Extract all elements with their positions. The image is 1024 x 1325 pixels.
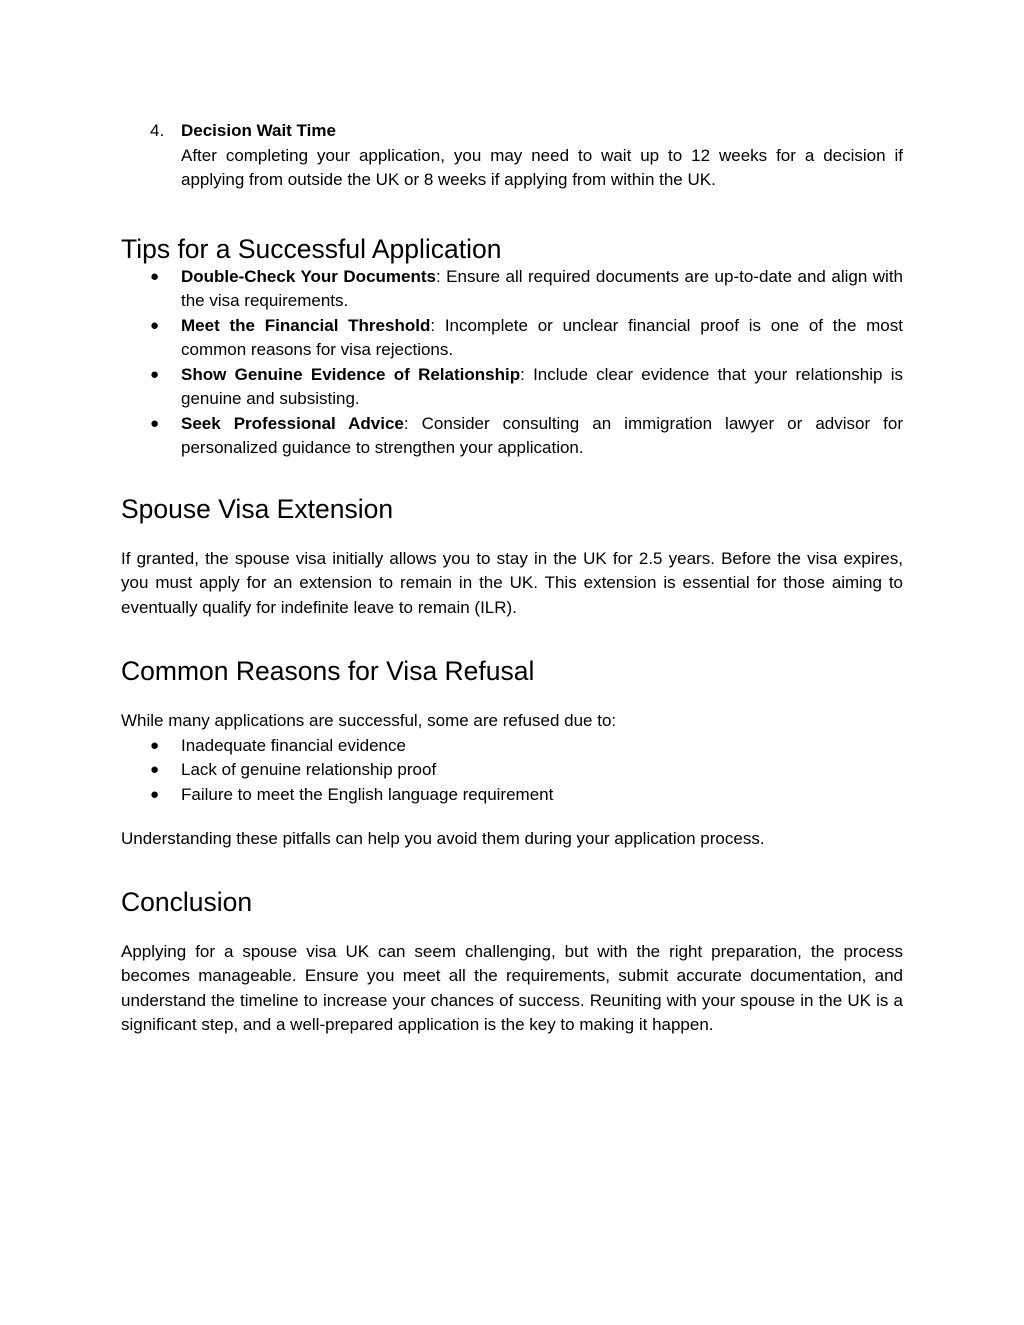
bullet-icon: ● <box>150 267 160 285</box>
tip-text: : Ensure all required documents are up-to-date and align with the visa requirements. <box>181 266 903 310</box>
tips-heading: Tips for a Successful Application <box>121 233 502 264</box>
conclusion-paragraph: Applying for a spouse visa UK can seem challenging, but with the right preparation, the process becomes manageable. Ensure you meet all the requirements, submit accurate documentation, and understand the timeline to increase your chances of success. Reuniting with your spouse in the UK is a significant step, and a well-prepared application is the key to making it happen. <box>121 941 903 1034</box>
tip-term: Meet the Financial Threshold <box>181 315 431 335</box>
refusal-intro: While many applications are successful, some are refused due to: <box>121 711 617 730</box>
list-item <box>121 783 903 808</box>
list-item <box>121 734 903 759</box>
tip-text: : Include clear evidence that your relationship is genuine and subsisting. <box>181 364 903 408</box>
conclusion-heading: Conclusion <box>121 886 253 917</box>
item-title: Decision Wait Time <box>181 121 336 140</box>
refusal-heading: Common Reasons for Visa Refusal <box>121 656 535 686</box>
tips-list <box>121 265 903 461</box>
tip-term: Seek Professional Advice <box>181 413 404 433</box>
item-text: After completing your application, you may need to wait up to 12 weeks for a decision if applying from outside the UK or 8 weeks if applying from within the UK. <box>181 145 903 189</box>
list-item <box>121 314 903 363</box>
extension-heading: Spouse Visa Extension <box>121 493 394 524</box>
tip-term: Double-Check Your Documents <box>181 266 436 286</box>
list-item <box>121 363 903 412</box>
list-item <box>121 412 903 461</box>
bullet-icon: ● <box>150 761 160 778</box>
numbered-item-decision-wait-time <box>121 119 903 193</box>
refusal-reason: Failure to meet the English language requirement <box>181 784 554 804</box>
bullet-icon: ● <box>150 316 160 334</box>
bullet-icon: ● <box>150 414 160 432</box>
bullet-icon: ● <box>150 785 160 803</box>
list-item <box>121 265 903 314</box>
tip-term: Show Genuine Evidence of Relationship <box>181 364 521 384</box>
refusal-reason: Lack of genuine relationship proof <box>181 760 437 779</box>
tip-text: : Consider consulting an immigration lawyer or advisor for personalized guidance to strengthen your application. <box>181 413 903 457</box>
refusal-outro: Understanding these pitfalls can help you avoid them during your application process. <box>121 829 765 848</box>
bullet-icon: ● <box>150 365 160 383</box>
refusal-reason: Inadequate financial evidence <box>181 735 406 755</box>
extension-paragraph: If granted, the spouse visa initially allows you to stay in the UK for 2.5 years. Before the visa expires, you must apply for an extension to remain in the UK. This extension is essential for those aiming to eventually qualify for indefinite leave to remain (ILR). <box>121 548 903 617</box>
list-number: 4. <box>150 121 165 140</box>
tip-text: : Incomplete or unclear financial proof is one of the most common reasons for visa rejections. <box>181 315 903 359</box>
refusal-list <box>121 734 903 808</box>
list-item <box>121 758 903 783</box>
bullet-icon: ● <box>150 736 160 754</box>
